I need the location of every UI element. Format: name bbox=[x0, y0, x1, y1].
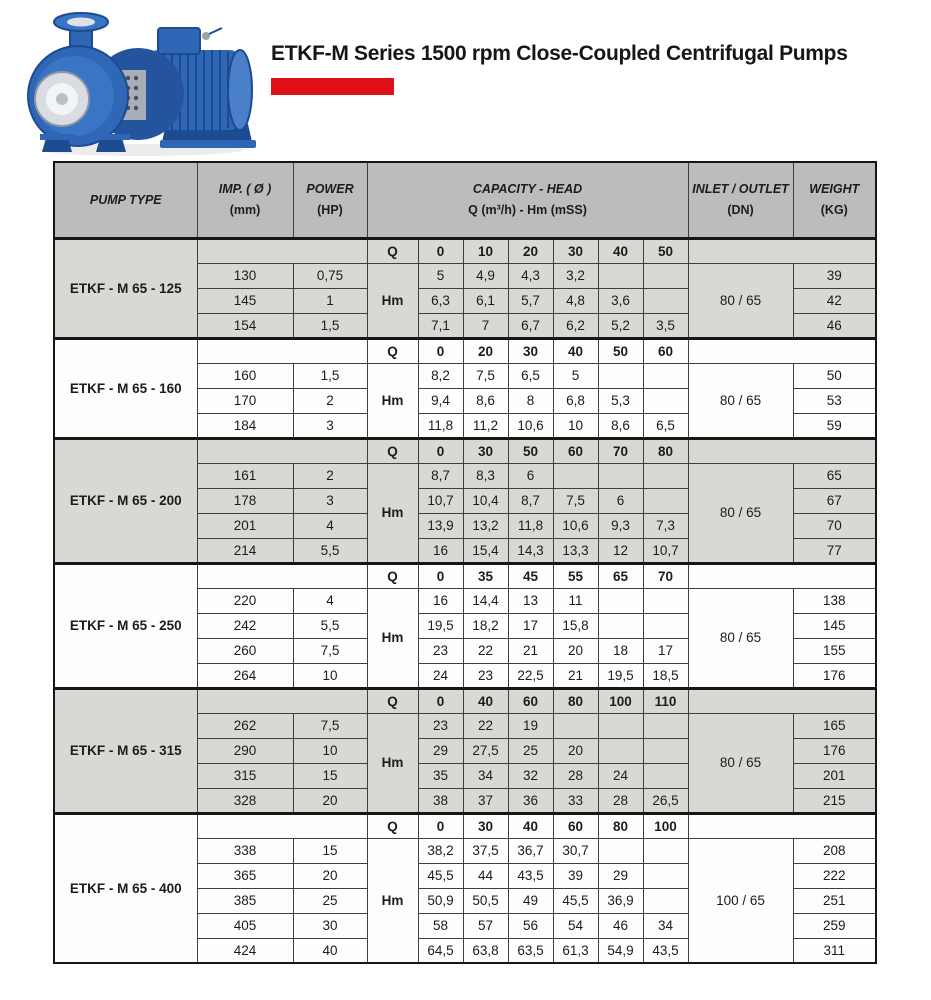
impeller-cell: 264 bbox=[197, 663, 293, 688]
power-cell: 3 bbox=[293, 488, 367, 513]
weight-cell: 176 bbox=[793, 663, 876, 688]
q-value-cell: 0 bbox=[418, 338, 463, 363]
power-cell: 3 bbox=[293, 413, 367, 438]
q-value-cell: 80 bbox=[553, 688, 598, 713]
empty-inlet-weight-cell bbox=[688, 688, 876, 713]
weight-cell: 201 bbox=[793, 763, 876, 788]
q-value-cell: 40 bbox=[463, 688, 508, 713]
head-value-cell: 4,9 bbox=[463, 263, 508, 288]
head-value-cell: 10,7 bbox=[643, 538, 688, 563]
head-value-cell bbox=[598, 588, 643, 613]
head-value-cell: 13 bbox=[508, 588, 553, 613]
q-value-cell: 80 bbox=[643, 438, 688, 463]
head-value-cell: 7,5 bbox=[553, 488, 598, 513]
q-value-cell: 40 bbox=[508, 813, 553, 838]
head-value-cell: 5,2 bbox=[598, 313, 643, 338]
head-value-cell: 3,5 bbox=[643, 313, 688, 338]
head-value-cell: 54 bbox=[553, 913, 598, 938]
head-value-cell: 6,5 bbox=[508, 363, 553, 388]
head-value-cell: 8,2 bbox=[418, 363, 463, 388]
head-value-cell: 21 bbox=[553, 663, 598, 688]
q-label-cell: Q bbox=[367, 688, 418, 713]
pump-type-cell: ETKF - M 65 - 400 bbox=[54, 813, 197, 963]
head-value-cell: 12 bbox=[598, 538, 643, 563]
hm-label-cell: Hm bbox=[367, 713, 418, 813]
head-value-cell bbox=[643, 463, 688, 488]
impeller-cell: 338 bbox=[197, 838, 293, 863]
power-cell: 2 bbox=[293, 463, 367, 488]
head-value-cell: 10,6 bbox=[508, 413, 553, 438]
head-value-cell: 18,5 bbox=[643, 663, 688, 688]
q-value-cell: 50 bbox=[643, 238, 688, 263]
hm-label-cell: Hm bbox=[367, 363, 418, 438]
q-value-cell: 20 bbox=[508, 238, 553, 263]
impeller-cell: 214 bbox=[197, 538, 293, 563]
head-value-cell bbox=[598, 713, 643, 738]
q-label-cell: Q bbox=[367, 238, 418, 263]
inlet-outlet-cell: 80 / 65 bbox=[688, 463, 793, 563]
weight-cell: 138 bbox=[793, 588, 876, 613]
pump-table-body bbox=[54, 238, 876, 963]
empty-inlet-weight-cell bbox=[688, 338, 876, 363]
q-header-row bbox=[54, 563, 876, 588]
empty-imp-power-cell bbox=[197, 438, 367, 463]
title-block bbox=[271, 42, 848, 95]
head-value-cell bbox=[643, 888, 688, 913]
weight-cell: 59 bbox=[793, 413, 876, 438]
q-value-cell: 60 bbox=[508, 688, 553, 713]
q-value-cell: 30 bbox=[508, 338, 553, 363]
power-cell: 1 bbox=[293, 288, 367, 313]
weight-cell: 251 bbox=[793, 888, 876, 913]
head-value-cell: 8,6 bbox=[463, 388, 508, 413]
head-value-cell: 22 bbox=[463, 638, 508, 663]
weight-cell: 215 bbox=[793, 788, 876, 813]
q-value-cell: 60 bbox=[553, 438, 598, 463]
q-value-cell: 60 bbox=[553, 813, 598, 838]
head-value-cell: 14,3 bbox=[508, 538, 553, 563]
head-value-cell: 9,4 bbox=[418, 388, 463, 413]
impeller-cell: 160 bbox=[197, 363, 293, 388]
col-header-weight: WEIGHT (KG) bbox=[793, 162, 876, 238]
power-cell: 0,75 bbox=[293, 263, 367, 288]
head-value-cell: 19,5 bbox=[598, 663, 643, 688]
head-value-cell: 50,5 bbox=[463, 888, 508, 913]
impeller-cell: 290 bbox=[197, 738, 293, 763]
q-value-cell: 0 bbox=[418, 688, 463, 713]
head-value-cell: 49 bbox=[508, 888, 553, 913]
weight-cell: 42 bbox=[793, 288, 876, 313]
head-value-cell: 29 bbox=[418, 738, 463, 763]
head-value-cell bbox=[643, 263, 688, 288]
head-value-cell bbox=[553, 713, 598, 738]
power-cell: 5,5 bbox=[293, 613, 367, 638]
head-value-cell bbox=[643, 713, 688, 738]
head-value-cell: 43,5 bbox=[508, 863, 553, 888]
hm-label-cell: Hm bbox=[367, 263, 418, 338]
inlet-outlet-cell: 100 / 65 bbox=[688, 838, 793, 963]
power-cell: 20 bbox=[293, 788, 367, 813]
empty-imp-power-cell bbox=[197, 688, 367, 713]
empty-inlet-weight-cell bbox=[688, 563, 876, 588]
q-value-cell: 0 bbox=[418, 238, 463, 263]
q-value-cell: 100 bbox=[598, 688, 643, 713]
head-value-cell: 3,6 bbox=[598, 288, 643, 313]
head-value-cell: 23 bbox=[463, 663, 508, 688]
q-value-cell: 0 bbox=[418, 438, 463, 463]
impeller-cell: 220 bbox=[197, 588, 293, 613]
head-value-cell: 19,5 bbox=[418, 613, 463, 638]
head-value-cell: 18 bbox=[598, 638, 643, 663]
empty-imp-power-cell bbox=[197, 238, 367, 263]
head-value-cell: 63,8 bbox=[463, 938, 508, 963]
head-value-cell: 6,2 bbox=[553, 313, 598, 338]
head-value-cell: 10 bbox=[553, 413, 598, 438]
q-value-cell: 40 bbox=[553, 338, 598, 363]
empty-inlet-weight-cell bbox=[688, 238, 876, 263]
head-value-cell: 19 bbox=[508, 713, 553, 738]
empty-inlet-weight-cell bbox=[688, 813, 876, 838]
col-header-pump-type: PUMP TYPE bbox=[54, 162, 197, 238]
col-header-impeller: IMP. ( Ø ) (mm) bbox=[197, 162, 293, 238]
q-value-cell: 70 bbox=[643, 563, 688, 588]
q-header-row bbox=[54, 438, 876, 463]
empty-imp-power-cell bbox=[197, 813, 367, 838]
weight-cell: 46 bbox=[793, 313, 876, 338]
head-value-cell: 7,5 bbox=[463, 363, 508, 388]
head-value-cell: 6,8 bbox=[553, 388, 598, 413]
head-value-cell: 37 bbox=[463, 788, 508, 813]
head-value-cell: 38 bbox=[418, 788, 463, 813]
hm-label-cell: Hm bbox=[367, 588, 418, 688]
pump-illustration bbox=[16, 2, 256, 158]
head-value-cell: 25 bbox=[508, 738, 553, 763]
weight-cell: 259 bbox=[793, 913, 876, 938]
power-cell: 15 bbox=[293, 763, 367, 788]
q-value-cell: 50 bbox=[598, 338, 643, 363]
head-value-cell bbox=[643, 838, 688, 863]
head-value-cell: 5 bbox=[418, 263, 463, 288]
weight-cell: 155 bbox=[793, 638, 876, 663]
power-cell: 7,5 bbox=[293, 713, 367, 738]
head-value-cell bbox=[598, 463, 643, 488]
q-value-cell: 30 bbox=[553, 238, 598, 263]
head-value-cell bbox=[598, 738, 643, 763]
head-value-cell: 16 bbox=[418, 538, 463, 563]
head-value-cell: 17 bbox=[643, 638, 688, 663]
head-value-cell bbox=[643, 288, 688, 313]
power-cell: 40 bbox=[293, 938, 367, 963]
col-header-inlet-outlet: INLET / OUTLET (DN) bbox=[688, 162, 793, 238]
impeller-cell: 242 bbox=[197, 613, 293, 638]
weight-cell: 39 bbox=[793, 263, 876, 288]
q-value-cell: 40 bbox=[598, 238, 643, 263]
weight-cell: 165 bbox=[793, 713, 876, 738]
q-value-cell: 70 bbox=[598, 438, 643, 463]
q-value-cell: 55 bbox=[553, 563, 598, 588]
q-header-row bbox=[54, 238, 876, 263]
head-value-cell: 21 bbox=[508, 638, 553, 663]
power-cell: 10 bbox=[293, 738, 367, 763]
head-value-cell: 54,9 bbox=[598, 938, 643, 963]
weight-cell: 222 bbox=[793, 863, 876, 888]
head-value-cell bbox=[553, 463, 598, 488]
head-value-cell: 8,7 bbox=[508, 488, 553, 513]
head-value-cell: 22 bbox=[463, 713, 508, 738]
impeller-cell: 170 bbox=[197, 388, 293, 413]
head-value-cell: 10,6 bbox=[553, 513, 598, 538]
head-value-cell: 15,8 bbox=[553, 613, 598, 638]
inlet-outlet-cell: 80 / 65 bbox=[688, 363, 793, 438]
power-cell: 30 bbox=[293, 913, 367, 938]
head-value-cell: 8,6 bbox=[598, 413, 643, 438]
head-value-cell: 45,5 bbox=[418, 863, 463, 888]
head-value-cell: 28 bbox=[598, 788, 643, 813]
head-value-cell: 15,4 bbox=[463, 538, 508, 563]
q-value-cell: 65 bbox=[598, 563, 643, 588]
q-label-cell: Q bbox=[367, 813, 418, 838]
power-cell: 4 bbox=[293, 588, 367, 613]
impeller-cell: 365 bbox=[197, 863, 293, 888]
pump-type-cell: ETKF - M 65 - 315 bbox=[54, 688, 197, 813]
weight-cell: 311 bbox=[793, 938, 876, 963]
head-value-cell: 6,3 bbox=[418, 288, 463, 313]
head-value-cell bbox=[598, 613, 643, 638]
head-value-cell: 23 bbox=[418, 713, 463, 738]
red-accent-bar bbox=[271, 78, 394, 95]
head-value-cell: 10,4 bbox=[463, 488, 508, 513]
head-value-cell: 13,3 bbox=[553, 538, 598, 563]
q-value-cell: 60 bbox=[643, 338, 688, 363]
power-cell: 7,5 bbox=[293, 638, 367, 663]
q-value-cell: 50 bbox=[508, 438, 553, 463]
head-value-cell: 14,4 bbox=[463, 588, 508, 613]
q-header-row bbox=[54, 688, 876, 713]
head-value-cell: 6,1 bbox=[463, 288, 508, 313]
weight-cell: 77 bbox=[793, 538, 876, 563]
q-label-cell: Q bbox=[367, 338, 418, 363]
head-value-cell: 6 bbox=[508, 463, 553, 488]
head-value-cell: 20 bbox=[553, 638, 598, 663]
head-value-cell: 37,5 bbox=[463, 838, 508, 863]
head-value-cell: 26,5 bbox=[643, 788, 688, 813]
head-value-cell bbox=[643, 738, 688, 763]
head-value-cell: 36 bbox=[508, 788, 553, 813]
weight-cell: 65 bbox=[793, 463, 876, 488]
head-value-cell: 7,3 bbox=[643, 513, 688, 538]
head-value-cell bbox=[598, 363, 643, 388]
page-title: ETKF-M Series 1500 rpm Close-Coupled Centrifugal Pumps bbox=[271, 42, 848, 65]
head-value-cell: 58 bbox=[418, 913, 463, 938]
col-header-power: POWER (HP) bbox=[293, 162, 367, 238]
q-value-cell: 110 bbox=[643, 688, 688, 713]
q-header-row bbox=[54, 813, 876, 838]
impeller-cell: 201 bbox=[197, 513, 293, 538]
impeller-cell: 262 bbox=[197, 713, 293, 738]
head-value-cell: 5 bbox=[553, 363, 598, 388]
head-value-cell: 7,1 bbox=[418, 313, 463, 338]
inlet-outlet-cell: 80 / 65 bbox=[688, 713, 793, 813]
q-header-row bbox=[54, 338, 876, 363]
head-value-cell: 27,5 bbox=[463, 738, 508, 763]
q-value-cell: 0 bbox=[418, 563, 463, 588]
head-value-cell: 61,3 bbox=[553, 938, 598, 963]
head-value-cell: 11,8 bbox=[418, 413, 463, 438]
impeller-cell: 145 bbox=[197, 288, 293, 313]
q-value-cell: 30 bbox=[463, 813, 508, 838]
empty-imp-power-cell bbox=[197, 563, 367, 588]
head-value-cell: 11 bbox=[553, 588, 598, 613]
head-value-cell: 20 bbox=[553, 738, 598, 763]
q-value-cell: 20 bbox=[463, 338, 508, 363]
head-value-cell: 24 bbox=[418, 663, 463, 688]
head-value-cell: 6,5 bbox=[643, 413, 688, 438]
q-value-cell: 80 bbox=[598, 813, 643, 838]
head-value-cell: 8 bbox=[508, 388, 553, 413]
head-value-cell: 3,2 bbox=[553, 263, 598, 288]
head-value-cell: 57 bbox=[463, 913, 508, 938]
head-value-cell: 6 bbox=[598, 488, 643, 513]
head-value-cell: 18,2 bbox=[463, 613, 508, 638]
pump-spec-table bbox=[53, 161, 877, 964]
impeller-cell: 424 bbox=[197, 938, 293, 963]
head-value-cell: 63,5 bbox=[508, 938, 553, 963]
impeller-cell: 385 bbox=[197, 888, 293, 913]
power-cell: 15 bbox=[293, 838, 367, 863]
weight-cell: 50 bbox=[793, 363, 876, 388]
head-value-cell: 23 bbox=[418, 638, 463, 663]
inlet-outlet-cell: 80 / 65 bbox=[688, 588, 793, 688]
weight-cell: 208 bbox=[793, 838, 876, 863]
head-value-cell: 45,5 bbox=[553, 888, 598, 913]
head-value-cell: 13,9 bbox=[418, 513, 463, 538]
head-value-cell: 34 bbox=[463, 763, 508, 788]
impeller-cell: 154 bbox=[197, 313, 293, 338]
head-value-cell: 35 bbox=[418, 763, 463, 788]
head-value-cell: 46 bbox=[598, 913, 643, 938]
head-value-cell: 38,2 bbox=[418, 838, 463, 863]
q-value-cell: 45 bbox=[508, 563, 553, 588]
head-value-cell bbox=[643, 363, 688, 388]
q-value-cell: 30 bbox=[463, 438, 508, 463]
q-value-cell: 10 bbox=[463, 238, 508, 263]
table-header-row bbox=[54, 162, 876, 238]
head-value-cell: 10,7 bbox=[418, 488, 463, 513]
weight-cell: 53 bbox=[793, 388, 876, 413]
head-value-cell: 33 bbox=[553, 788, 598, 813]
weight-cell: 176 bbox=[793, 738, 876, 763]
impeller-cell: 260 bbox=[197, 638, 293, 663]
q-value-cell: 35 bbox=[463, 563, 508, 588]
impeller-cell: 184 bbox=[197, 413, 293, 438]
inlet-outlet-cell: 80 / 65 bbox=[688, 263, 793, 338]
head-value-cell: 8,7 bbox=[418, 463, 463, 488]
head-value-cell: 13,2 bbox=[463, 513, 508, 538]
power-cell: 1,5 bbox=[293, 313, 367, 338]
head-value-cell: 17 bbox=[508, 613, 553, 638]
empty-inlet-weight-cell bbox=[688, 438, 876, 463]
power-cell: 2 bbox=[293, 388, 367, 413]
head-value-cell: 29 bbox=[598, 863, 643, 888]
head-value-cell: 4,3 bbox=[508, 263, 553, 288]
head-value-cell bbox=[643, 588, 688, 613]
head-value-cell: 24 bbox=[598, 763, 643, 788]
page-header bbox=[0, 0, 931, 161]
col-header-capacity-head: CAPACITY - HEAD Q (m³/h) - Hm (mSS) bbox=[367, 162, 688, 238]
head-value-cell: 6,7 bbox=[508, 313, 553, 338]
q-label-cell: Q bbox=[367, 438, 418, 463]
impeller-cell: 161 bbox=[197, 463, 293, 488]
head-value-cell: 34 bbox=[643, 913, 688, 938]
head-value-cell bbox=[598, 263, 643, 288]
head-value-cell bbox=[643, 863, 688, 888]
head-value-cell bbox=[643, 488, 688, 513]
head-value-cell bbox=[598, 838, 643, 863]
head-value-cell bbox=[643, 388, 688, 413]
head-value-cell: 56 bbox=[508, 913, 553, 938]
head-value-cell: 5,3 bbox=[598, 388, 643, 413]
impeller-cell: 178 bbox=[197, 488, 293, 513]
q-label-cell: Q bbox=[367, 563, 418, 588]
power-cell: 5,5 bbox=[293, 538, 367, 563]
power-cell: 20 bbox=[293, 863, 367, 888]
head-value-cell: 44 bbox=[463, 863, 508, 888]
head-value-cell bbox=[643, 613, 688, 638]
q-value-cell: 0 bbox=[418, 813, 463, 838]
head-value-cell: 30,7 bbox=[553, 838, 598, 863]
head-value-cell: 11,2 bbox=[463, 413, 508, 438]
head-value-cell: 39 bbox=[553, 863, 598, 888]
power-cell: 25 bbox=[293, 888, 367, 913]
head-value-cell: 28 bbox=[553, 763, 598, 788]
pump-type-cell: ETKF - M 65 - 250 bbox=[54, 563, 197, 688]
power-cell: 1,5 bbox=[293, 363, 367, 388]
hm-label-cell: Hm bbox=[367, 463, 418, 563]
impeller-cell: 405 bbox=[197, 913, 293, 938]
head-value-cell: 5,7 bbox=[508, 288, 553, 313]
head-value-cell: 64,5 bbox=[418, 938, 463, 963]
weight-cell: 145 bbox=[793, 613, 876, 638]
head-value-cell: 36,7 bbox=[508, 838, 553, 863]
head-value-cell: 11,8 bbox=[508, 513, 553, 538]
impeller-cell: 130 bbox=[197, 263, 293, 288]
head-value-cell: 4,8 bbox=[553, 288, 598, 313]
power-cell: 10 bbox=[293, 663, 367, 688]
hm-label-cell: Hm bbox=[367, 838, 418, 963]
head-value-cell: 32 bbox=[508, 763, 553, 788]
weight-cell: 70 bbox=[793, 513, 876, 538]
q-value-cell: 100 bbox=[643, 813, 688, 838]
pump-type-cell: ETKF - M 65 - 160 bbox=[54, 338, 197, 438]
head-value-cell bbox=[643, 763, 688, 788]
head-value-cell: 22,5 bbox=[508, 663, 553, 688]
impeller-cell: 315 bbox=[197, 763, 293, 788]
head-value-cell: 50,9 bbox=[418, 888, 463, 913]
head-value-cell: 43,5 bbox=[643, 938, 688, 963]
empty-imp-power-cell bbox=[197, 338, 367, 363]
head-value-cell: 9,3 bbox=[598, 513, 643, 538]
head-value-cell: 8,3 bbox=[463, 463, 508, 488]
head-value-cell: 7 bbox=[463, 313, 508, 338]
impeller-cell: 328 bbox=[197, 788, 293, 813]
power-cell: 4 bbox=[293, 513, 367, 538]
head-value-cell: 16 bbox=[418, 588, 463, 613]
head-value-cell: 36,9 bbox=[598, 888, 643, 913]
weight-cell: 67 bbox=[793, 488, 876, 513]
pump-type-cell: ETKF - M 65 - 125 bbox=[54, 238, 197, 338]
pump-type-cell: ETKF - M 65 - 200 bbox=[54, 438, 197, 563]
